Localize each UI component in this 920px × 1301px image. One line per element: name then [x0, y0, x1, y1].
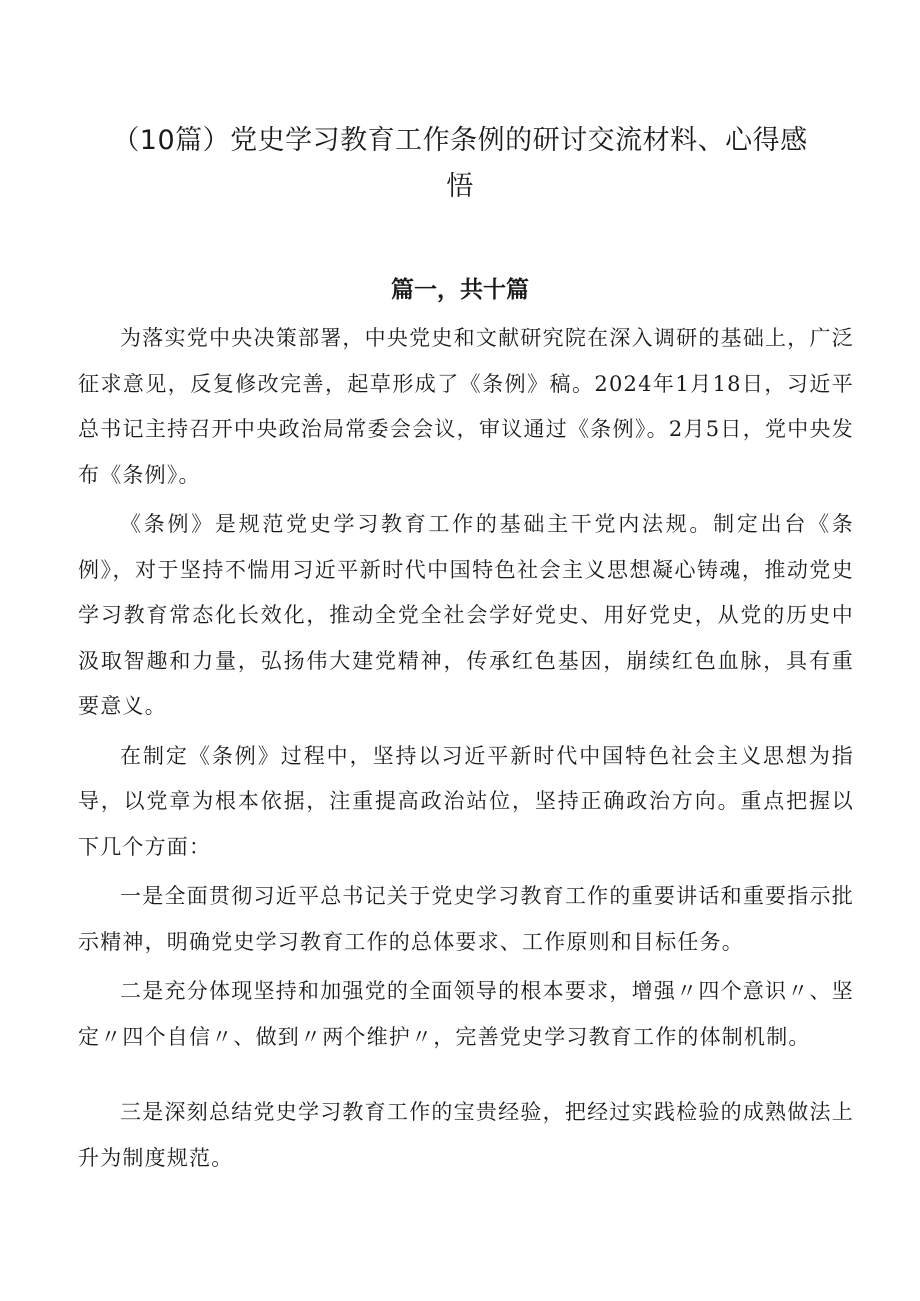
- paragraph-1: 为落实党中央决策部署，中央党史和文献研究院在深入调研的基础上，广泛征求意见，反复修改完善，起草形成了《条例》稿。2024年1月18日，习近平总书记主持召开中央政治局常委会会议，审议通过《条例》。2月5日，党中央发布《条例》。: [78, 326, 854, 487]
- paragraph-4: 一是全面贯彻习近平总书记关于党史学习教育工作的重要讲话和重要指示批示精神，明确党史学习教育工作的总体要求、工作原则和目标任务。: [78, 884, 854, 954]
- paragraph-5: 二是充分体现坚持和加强党的全面领导的根本要求，增强〃四个意识〃、坚定〃四个自信〃、做到〃两个维护〃，完善党史学习教育工作的体制机制。: [78, 979, 854, 1049]
- paragraph-3: 在制定《条例》过程中，坚持以习近平新时代中国特色社会主义思想为指导，以党章为根本依据，注重提高政治站位，坚持正确政治方向。重点把握以下几个方面：: [78, 743, 854, 859]
- document-body: [78, 316, 854, 1181]
- document-title: （10篇）党史学习教育工作条例的研讨交流材料、心得感悟: [112, 125, 808, 202]
- paragraph-6: 三是深刻总结党史学习教育工作的宝贵经验，把经过实践检验的成熟做法上升为制度规范。: [78, 1100, 854, 1170]
- section-heading: 篇一，共十篇: [391, 277, 529, 303]
- paragraph-2: 《条例》是规范党史学习教育工作的基础主干党内法规。制定出台《条例》，对于坚持不惴用习近平新时代中国特色社会主义思想凝心铸魂，推动党史学习教育常态化长效化，推动全党全社会学好党史、用好党史，从党的历史中汲取智趣和力量，弘扬伟大建党精神，传承红色基因，崩续红色血脉，具有重要意义。: [78, 512, 854, 718]
